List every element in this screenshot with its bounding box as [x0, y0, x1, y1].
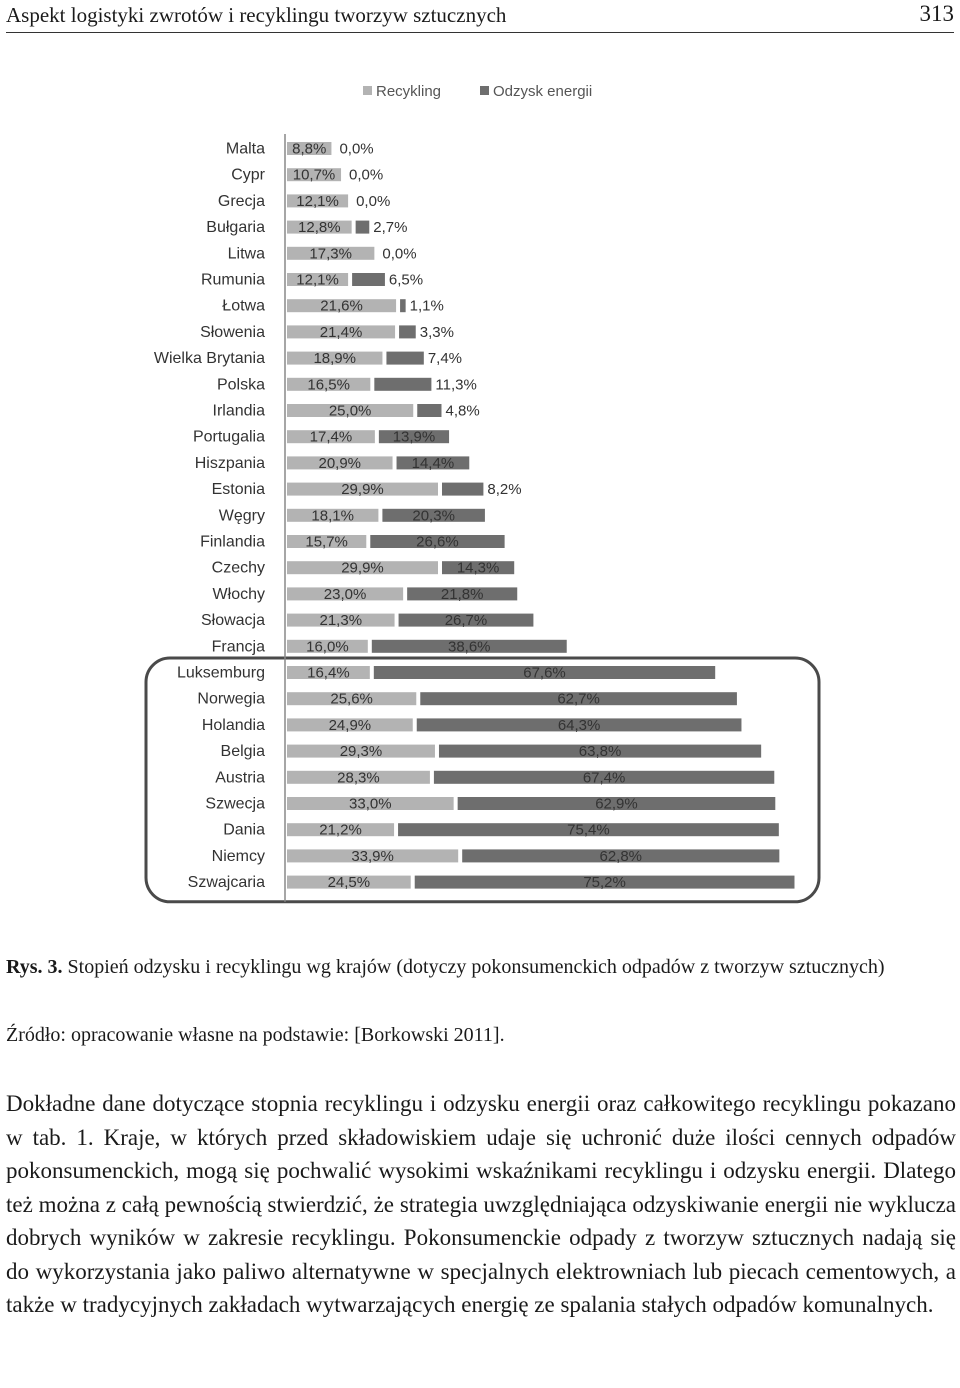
stacked-bar-chart: [130, 72, 830, 912]
data-label-energy: 3,3%: [419, 323, 454, 341]
category-label: Irlandia: [212, 402, 265, 420]
data-label-recycling: 21,4%: [319, 323, 363, 341]
category-label: Wielka Brytania: [153, 350, 265, 368]
category-label: Malta: [225, 140, 265, 158]
data-label-energy: 64,3%: [557, 716, 601, 734]
category-label: Belgia: [220, 743, 265, 761]
bar-energy: [374, 378, 431, 391]
legend-swatch-1: [363, 86, 372, 95]
data-label-energy: 0,0%: [382, 245, 417, 263]
data-label-recycling: 23,0%: [323, 585, 367, 603]
data-label-energy: 13,9%: [392, 428, 436, 446]
data-label-energy: 0,0%: [349, 166, 384, 184]
bar-energy: [386, 352, 423, 365]
category-label: Bułgaria: [206, 219, 265, 237]
data-label-recycling: 12,1%: [296, 192, 339, 210]
bar-energy: [442, 483, 483, 496]
data-label-recycling: 12,1%: [296, 271, 339, 289]
data-label-energy: 67,6%: [523, 664, 566, 682]
category-label: Austria: [215, 769, 265, 787]
data-label-recycling: 25,0%: [328, 402, 372, 420]
legend-swatch-2: [480, 86, 489, 95]
data-label-energy: 2,7%: [373, 219, 408, 237]
category-label: Łotwa: [222, 297, 265, 315]
data-label-energy: 62,9%: [595, 795, 638, 813]
figure-chart: [130, 72, 830, 912]
category-label: Polska: [216, 376, 265, 394]
category-label: Luksemburg: [176, 664, 265, 682]
caption-text: Stopień odzysku i recyklingu wg krajów (dotyczy pokonsumenckich odpadów z tworzyw sztucznych): [62, 956, 885, 978]
running-header: [6, 0, 954, 33]
data-label-recycling: 21,2%: [319, 821, 362, 839]
data-label-recycling: 24,9%: [328, 716, 372, 734]
data-label-energy: 14,3%: [456, 559, 500, 577]
data-label-recycling: 18,1%: [311, 507, 354, 525]
data-label-energy: 67,4%: [582, 769, 626, 787]
data-label-energy: 38,6%: [447, 638, 491, 656]
category-label: Portugalia: [192, 428, 265, 446]
data-label-recycling: 12,8%: [298, 219, 341, 237]
bar-energy: [399, 325, 416, 338]
data-label-recycling: 17,3%: [309, 245, 352, 263]
data-label-energy: 26,7%: [444, 612, 488, 630]
data-label-energy: 7,4%: [427, 350, 463, 368]
category-label: Norwegia: [197, 690, 265, 708]
category-label: Holandia: [201, 716, 265, 734]
category-label: Węgry: [218, 507, 265, 525]
data-label-energy: 20,3%: [412, 507, 455, 525]
category-label: Estonia: [211, 481, 265, 499]
category-label: Włochy: [212, 585, 265, 603]
data-label-recycling: 29,3%: [339, 743, 383, 761]
data-label-energy: 75,2%: [583, 874, 626, 892]
data-label-recycling: 28,3%: [337, 769, 380, 787]
data-label-energy: 6,5%: [388, 271, 424, 289]
data-label-energy: 26,6%: [416, 533, 459, 551]
data-label-recycling: 29,9%: [341, 481, 384, 499]
data-label-energy: 75,4%: [567, 821, 610, 839]
legend-label-2: Odzysk energii: [493, 83, 593, 100]
category-label: Czechy: [211, 559, 265, 577]
data-label-recycling: 18,9%: [313, 350, 356, 368]
data-label-energy: 1,1%: [409, 297, 444, 315]
data-label-recycling: 16,4%: [307, 664, 350, 682]
data-label-energy: 11,3%: [435, 376, 477, 394]
data-label-recycling: 8,8%: [292, 140, 327, 158]
data-label-energy: 62,8%: [599, 847, 643, 865]
figure-caption: [6, 953, 906, 981]
data-label-energy: 0,0%: [339, 140, 374, 158]
category-label: Grecja: [217, 192, 265, 210]
data-label-recycling: 25,6%: [330, 690, 373, 708]
category-label: Szwecja: [205, 795, 265, 813]
data-label-recycling: 21,6%: [320, 297, 363, 315]
data-label-recycling: 17,4%: [309, 428, 353, 446]
category-label: Litwa: [227, 245, 265, 263]
data-label-energy: 63,8%: [578, 743, 622, 761]
data-label-energy: 4,8%: [445, 402, 480, 420]
data-label-recycling: 15,7%: [305, 533, 348, 551]
bar-energy: [352, 273, 385, 286]
data-label-recycling: 21,3%: [319, 612, 363, 630]
page-number: 313: [919, 1, 954, 26]
category-label: Słowenia: [200, 323, 265, 341]
data-label-energy: 8,2%: [487, 481, 522, 499]
data-label-recycling: 20,9%: [318, 454, 362, 472]
category-label: Niemcy: [211, 847, 265, 865]
data-label-energy: 0,0%: [356, 192, 391, 210]
running-title: Aspekt logistyki zwrotów i recyklingu tworzyw sztucznych: [6, 3, 507, 27]
category-label: Finlandia: [200, 533, 265, 551]
data-label-recycling: 24,5%: [327, 874, 371, 892]
category-label: Dania: [223, 821, 265, 839]
data-label-energy: 21,8%: [440, 585, 484, 603]
bar-energy: [417, 404, 441, 417]
body-paragraph: Dokładne dane dotyczące stopnia recyklingu i odzysku energii oraz całkowitego recyklingu pokazano w tab. 1. Kraje, w których przed składowiskiem udaje się uchronić duże ilości cennych odpadów pokonsumenckich, mogą się pochwalić wysokimi wskaźnikami recyklingu i odzysku energii. Dlatego też można z całą pewnością stwierdzić, że strategia uwzględniająca odzyskiwanie energii nie wyklucza dobrych wyników w zakresie recyklingu. Pokonsumenckie odpady z tworzyw sztucznych nadają się do wykorzystania jako paliwo alternatywne w specjalnych elektrowniach lub piecach cementowych, a także w tradycyjnych zakładach wytwarzających energię ze spalania stałych odpadów komunalnych.: [6, 1091, 956, 1317]
legend-label-1: Recykling: [376, 83, 442, 100]
data-label-recycling: 33,0%: [349, 795, 392, 813]
figure-source: Źródło: opracowanie własne na podstawie: [Borkowski 2011].: [6, 1024, 505, 1046]
data-label-recycling: 16,0%: [306, 638, 349, 656]
data-label-recycling: 29,9%: [341, 559, 384, 577]
bar-energy: [356, 221, 370, 234]
category-label: Francja: [211, 638, 265, 656]
category-label: Szwajcaria: [187, 874, 265, 892]
bar-energy: [400, 299, 406, 312]
category-label: Rumunia: [200, 271, 265, 289]
category-label: Cypr: [231, 166, 265, 184]
data-label-recycling: 10,7%: [292, 166, 336, 184]
data-label-energy: 14,4%: [411, 454, 455, 472]
caption-label: Rys. 3.: [6, 956, 63, 978]
category-label: Słowacja: [200, 612, 265, 630]
category-label: Hiszpania: [194, 454, 265, 472]
data-label-recycling: 33,9%: [351, 847, 394, 865]
data-label-recycling: 16,5%: [307, 376, 350, 394]
data-label-energy: 62,7%: [557, 690, 600, 708]
